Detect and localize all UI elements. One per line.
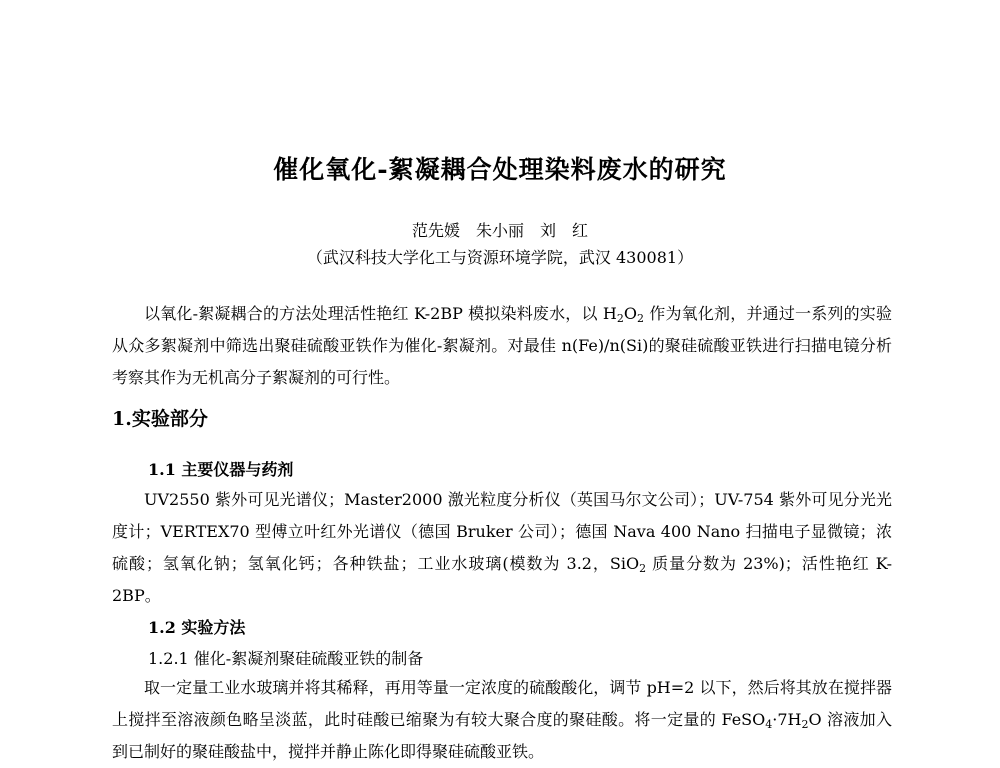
materials-text-2: 质量分数为 23%)；活性艳红 K-2BP。 [112,554,892,605]
method-text-2: ·7H [772,710,802,729]
abstract-text-3: 作为氧化剂，并通过一系列的实验从众多絮凝剂中筛选出聚硅硫酸亚铁作为催化-絮凝剂。对最佳 n(Fe)/n(Si)的聚硅硫酸亚铁进行扫描电镜分析考察其作为无机高分子絮凝剂的可行性。 [112,304,892,387]
section-heading-1: 1.实验部分 [112,408,208,430]
subsection-1-1-paragraph [112,484,892,612]
subsection-1-2-1-paragraph [112,672,892,768]
method-text-1: 取一定量工业水玻璃并将其稀释，再用等量一定浓度的硫酸酸化，调节 pH=2 以下，然后将其放在搅拌器上搅拌至溶液颜色略呈淡蓝，此时硅酸已缩聚为有较大聚合度的聚硅酸。将一定量的 FeSO [112,678,892,729]
method-sub-1: 4 [765,718,773,731]
paper-title: 催化氧化-絮凝耦合处理染料废水的研究 [273,155,727,184]
subsection-heading-1-1: 1.1 主要仪器与药剂 [148,460,294,479]
subsection-heading-1-2: 1.2 实验方法 [148,618,246,637]
method-text-3: O 溶液加入到已制好的聚硅酸盐中，搅拌并静止陈化即得聚硅硫酸亚铁。 [112,710,892,761]
abstract-sub-1: 2 [616,312,624,325]
method-sub-2: 2 [801,718,809,731]
abstract-text-2: O [623,304,638,323]
affiliation: （武汉科技大学化工与资源环境学院，武汉 430081） [306,248,694,267]
abstract-text-1: 以氧化-絮凝耦合的方法处理活性艳红 K-2BP 模拟染料废水，以 H [144,304,617,323]
subsection-heading-1-2-1: 1.2.1 催化-絮凝剂聚硅硫酸亚铁的制备 [148,649,424,668]
materials-text-1: UV2550 紫外可见光谱仪；Master2000 激光粒度分析仪（英国马尔文公司）；UV-754 紫外可见分光光度计；VERTEX70 型傅立叶红外光谱仪（德国 Bruker 公司）；德国 Nava 400 Nano 扫描电子显微镜；浓硫酸；氢氧化钠；氢氧化钙；各种铁盐；工业水玻璃(模数为 3.2，SiO [112,490,892,573]
materials-sub-1: 2 [639,562,647,575]
abstract-sub-2: 2 [637,312,645,325]
abstract-paragraph [112,298,892,394]
author-list: 范先媛 朱小丽 刘 红 [411,221,588,240]
